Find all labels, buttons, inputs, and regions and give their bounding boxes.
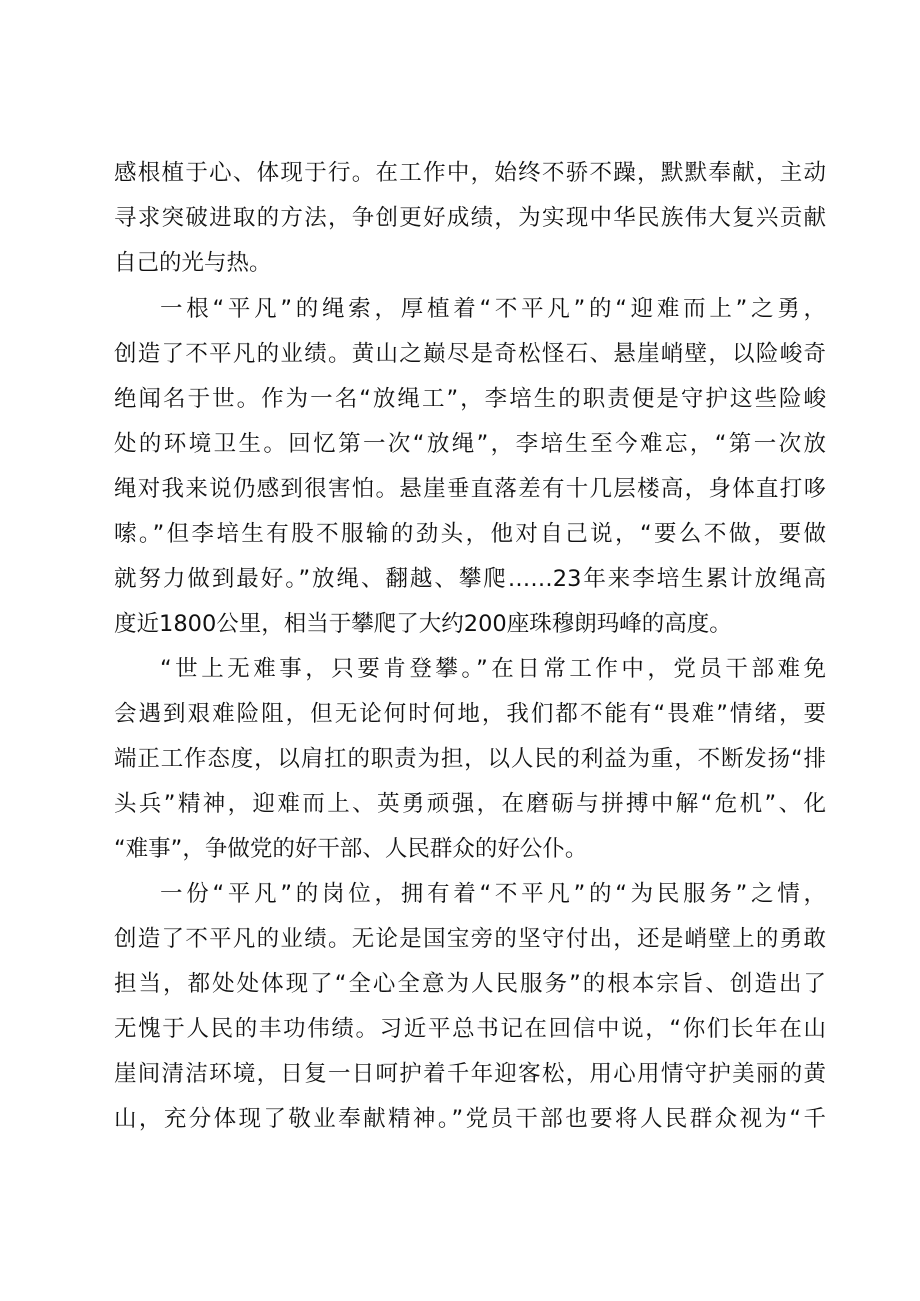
text-line: 头兵”精神，迎难而上、英勇顽强，在磨砺与拼搏中解“危机”、化 — [114, 791, 826, 817]
text-line: 绳对我来说仍感到很害怕。悬崖垂直落差有十几层楼高，身体直打哆 — [114, 476, 826, 502]
text-line: 处的环境卫生。回忆第一次“放绳”，李培生至今难忘，“第一次放 — [114, 431, 826, 457]
text-line: 无愧于人民的丰功伟绩。习近平总书记在回信中说，“你们长年在山 — [114, 1016, 826, 1042]
text-line: 就努力做到最好。”放绳、翻越、攀爬……23年来李培生累计放绳高 — [114, 566, 826, 592]
text-line: 度近1800公里，相当于攀爬了大约200座珠穆朗玛峰的高度。 — [114, 611, 732, 637]
text-line: 一根“平凡”的绳索，厚植着“不平凡”的“迎难而上”之勇， — [160, 296, 826, 322]
text-line: 山，充分体现了敬业奉献精神。”党员干部也要将人民群众视为“千 — [114, 1106, 826, 1132]
text-line: “世上无难事，只要肯登攀。”在日常工作中，党员干部难免 — [160, 656, 826, 682]
text-line: 端正工作态度，以肩扛的职责为担，以人民的利益为重，不断发扬“排 — [114, 746, 826, 772]
text-line: 会遇到艰难险阻，但无论何时何地，我们都不能有“畏难”情绪，要 — [114, 701, 826, 727]
text-line: 自己的光与热。 — [114, 250, 272, 276]
text-line: 崖间清洁环境，日复一日呵护着千年迎客松，用心用情守护美丽的黄 — [114, 1061, 826, 1087]
text-line: 创造了不平凡的业绩。无论是国宝旁的坚守付出，还是峭壁上的勇敢 — [114, 926, 826, 952]
text-line: 寻求突破进取的方法，争创更好成绩，为实现中华民族伟大复兴贡献 — [114, 205, 826, 231]
text-line: 嗦。”但李培生有股不服输的劲头，他对自己说，“要么不做，要做 — [114, 521, 826, 547]
text-line: “难事”，争做党的好干部、人民群众的好公仆。 — [114, 836, 588, 862]
text-line: 担当，都处处体现了“全心全意为人民服务”的根本宗旨、创造出了 — [114, 971, 826, 997]
text-line: 感根植于心、体现于行。在工作中，始终不骄不躁，默默奉献，主动 — [114, 160, 826, 186]
text-line: 绝闻名于世。作为一名“放绳工”，李培生的职责便是守护这些险峻 — [114, 386, 826, 412]
text-line: 创造了不平凡的业绩。黄山之巅尽是奇松怪石、悬崖峭壁，以险峻奇 — [114, 341, 826, 367]
text-line: 一份“平凡”的岗位，拥有着“不平凡”的“为民服务”之情， — [160, 881, 826, 907]
